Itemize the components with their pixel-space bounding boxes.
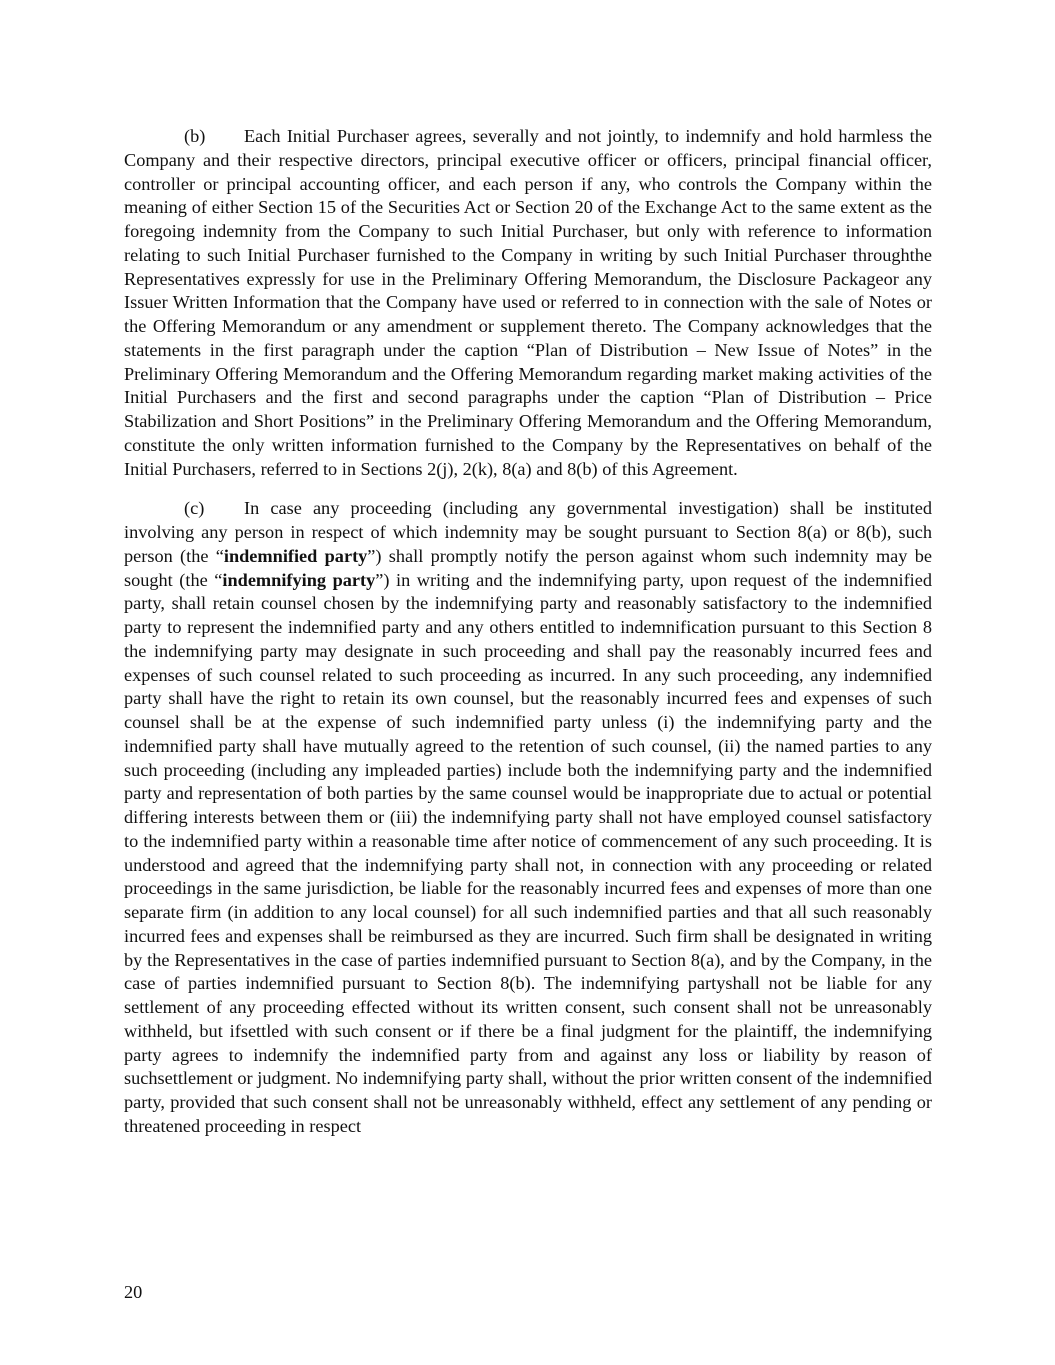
- paragraph-c: [124, 497, 932, 1138]
- paragraph-c-text-2: ”) shall promptly notify the person against whom such indemnity may be sought (the “: [124, 545, 932, 590]
- paragraph-c-label: (c): [184, 498, 205, 519]
- defined-term-indemnifying-party: indemnifying party: [222, 569, 376, 590]
- paragraph-b-text: Each Initial Purchaser agrees, severally and not jointly, to indemnify and hold harmless the Company and their respective directors, principal executive officer or officers, principal financial officer, controller or principal accounting officer, and each person if any, who controls the Company within the meaning of either Section 15 of the Securities Act or Section 20 of the Exchange Act to the same extent as the foregoing indemnity from the Company to such Initial Purchaser, but only with reference to information relating to such Initial Purchaser furnished to the Company in writing by such Initial Purchaser throughthe Representatives expressly for use in the Preliminary Offering Memorandum, the Disclosure Packageor any Issuer Written Information that the Company have used or referred to in connection with the sale of Notes or the Offering Memorandum or any amendment or supplement thereto. The Company acknowledges that the statements in the first paragraph under the caption “Plan of Distribution – New Issue of Notes” in the Preliminary Offering Memorandum and the Offering Memorandum regarding market making activities of the Initial Purchasers and the first and second paragraphs under the caption “Plan of Distribution – Price Stabilization and Short Positions” in the Preliminary Offering Memorandum and the Offering Memorandum, constitute the only written information furnished to the Company by the Representatives on behalf of the Initial Purchasers, referred to in Sections 2(j), 2(k), 8(a) and 8(b) of this Agreement.: [124, 126, 932, 479]
- paragraph-b-label: (b): [184, 126, 206, 146]
- defined-term-indemnified-party: indemnified party: [223, 545, 368, 566]
- paragraph-c-text-1: In case any proceeding (including any governmental investigation) shall be instituted involving any person in respect of which indemnity may be sought pursuant to Section 8(a) or 8(b), such person (the “: [124, 498, 932, 566]
- paragraph-c-text-3: ”) in writing and the indemnifying party, upon request of the indemnified party, shall retain counsel chosen by the indemnifying party and reasonably satisfactory to the indemnified party to represent the indemnified party and any others entitled to indemnification pursuant to this Section 8 the indemnifying party may designate in such proceeding and shall pay the reasonably incurred fees and expenses of such counsel related to such proceeding as incurred. In any such proceeding, any indemnified party shall have the right to retain its own counsel, but the reasonably incurred fees and expenses of such counsel shall be at the expense of such indemnified party unless (i) the indemnifying party and the indemnified party shall have mutually agreed to the retention of such counsel, (ii) the named parties to any such proceeding (including any impleaded parties) include both the indemnifying party and the indemnified party and representation of both parties by the same counsel would be inappropriate due to actual or potential differing interests between them or (iii) the indemnifying party shall not have employed counsel satisfactory to the indemnified party within a reasonable time after notice of commencement of any such proceeding. It is understood and agreed that the indemnifying party shall not, in connection with any proceeding or related proceedings in the same jurisdiction, be liable for the reasonably incurred fees and expenses of more than one separate firm (in addition to any local counsel) for all such indemnified parties and that all such reasonably incurred fees and expenses shall be reimbursed as they are incurred. Such firm shall be designated in writing by the Representatives in the case of parties indemnified pursuant to Section 8(a), and by the Company, in the case of parties indemnified pursuant to Section 8(b). The indemnifying partyshall not be liable for any settlement of any proceeding effected without its written consent, such consent shall not be unreasonably withheld, but ifsettled with such consent or if there be a final judgment for the plaintiff, the indemnifying party agrees to indemnify the indemnified party from and against any loss or liability by reason of suchsettlement or judgment. No indemnifying party shall, without the prior written consent of the indemnified party, provided that such consent shall not be unreasonably withheld, effect any settlement of any pending or threatened proceeding in respect: [124, 569, 932, 1136]
- page-number: 20: [124, 1282, 143, 1302]
- document-body: [124, 125, 932, 1139]
- paragraph-b: [124, 125, 932, 481]
